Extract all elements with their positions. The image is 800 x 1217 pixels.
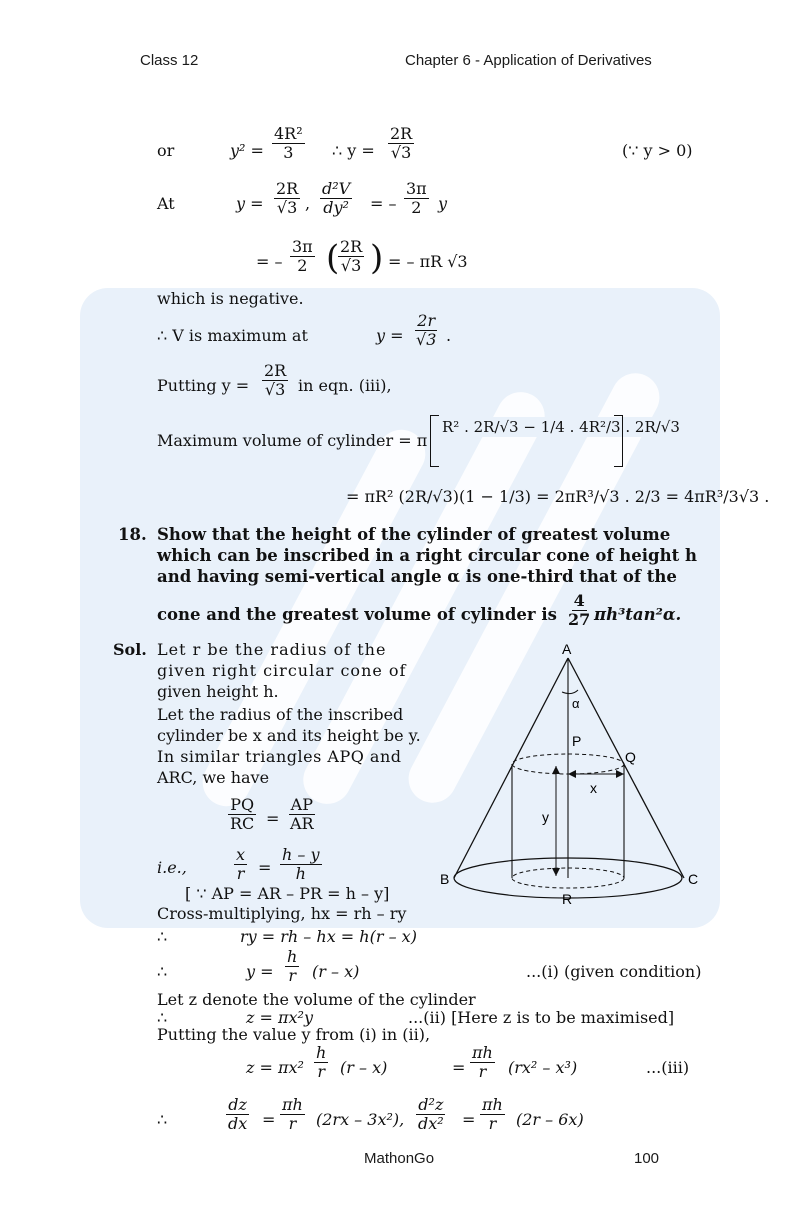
fraction-2r-root3: $\frac{2R}{√3}$ xyxy=(390,124,413,162)
y-eq-line: y = xyxy=(246,962,274,981)
question-line-4: cone and the greatest volume of cylinder is xyxy=(157,605,557,624)
therefore-4: ∴ xyxy=(157,1110,168,1129)
label-Q: Q xyxy=(625,749,636,765)
r-minus-x: (r – x) xyxy=(312,962,360,981)
z-definition: z = πx²y xyxy=(246,1008,313,1027)
page-number: 100 xyxy=(634,1150,660,1167)
fraction-3pi-2-b: $\frac{3\pi}{2}$ xyxy=(292,237,313,275)
fraction-d2z-dx2: $\frac{\text{d²z}}{\text{dx²}}$ xyxy=(418,1095,444,1133)
equals-sign-2: = xyxy=(258,858,272,877)
cross-multiplying: Cross-multiplying, hx = rh – ry xyxy=(157,904,407,923)
therefore-3: ∴ xyxy=(157,1008,168,1027)
equals-minus-2: = – xyxy=(256,252,283,271)
period: . xyxy=(446,326,452,345)
equals-sign-3: = xyxy=(452,1058,466,1077)
fraction-pih-r-2: $\frac{\pi h}{r}$ xyxy=(282,1095,303,1133)
bracket-left xyxy=(430,415,439,467)
chapter-title: Chapter 6 - Application of Derivatives xyxy=(405,52,652,69)
footer-brand: MathonGo xyxy=(364,1150,435,1167)
let-z-text: Let z denote the volume of the cylinder xyxy=(157,990,476,1009)
paren-close: ) xyxy=(370,238,384,278)
sol-text-3: given height h. xyxy=(157,682,279,701)
fraction-hy-h: $\frac{h - y}{h}$ xyxy=(282,845,320,883)
question-line-3: and having semi-vertical angle α is one-third that of the xyxy=(157,567,677,586)
therefore-2: ∴ xyxy=(157,962,168,981)
equals-minus: = – xyxy=(370,194,397,213)
y-arrow-top xyxy=(552,766,560,774)
bracket-content: R² . 2R/√3 − 1/4 . 4R²/3 . 2R/√3 xyxy=(442,418,680,436)
label-P: P xyxy=(572,733,582,749)
sol-label: Sol. xyxy=(113,640,147,659)
therefore-y: ∴ y = xyxy=(332,141,375,160)
final-result-line: = πR² (2R/√3)(1 − 1/3) = 2πR³/√3 . 2/3 = 4πR³/3√3 . xyxy=(346,487,770,506)
ie-label: i.e., xyxy=(157,858,187,877)
given-condition: ...(i) (given condition) xyxy=(526,962,702,981)
second-derivative: (2r – 6x) xyxy=(516,1110,584,1129)
sol-text-1: Let r be the radius of the xyxy=(157,640,387,659)
rx-term: (rx² – x³) xyxy=(508,1058,578,1077)
fraction-2r-root3-d: $\frac{2R}{√3}$ xyxy=(264,361,287,399)
z-equals: z = πx² xyxy=(246,1058,304,1077)
in-eqn-text: in eqn. (iii), xyxy=(298,376,392,395)
volume-expression: πh³tan²α. xyxy=(594,605,682,624)
class-label: Class 12 xyxy=(140,52,199,69)
putting-text: Putting y = xyxy=(157,376,250,395)
label-B: B xyxy=(440,871,450,887)
cone-left-edge xyxy=(454,658,568,878)
putting-value-text: Putting the value y from (i) in (ii), xyxy=(157,1025,431,1044)
paren-open: ( xyxy=(326,238,340,278)
fraction-pih-r: $\frac{\pi h}{r}$ xyxy=(472,1043,493,1081)
question-line-1: Show that the height of the cylinder of greatest volume xyxy=(157,525,671,544)
at-label: At xyxy=(157,194,175,213)
equals-sign-5: = xyxy=(462,1110,476,1129)
label-C: C xyxy=(688,871,699,887)
cone-diagram xyxy=(430,638,720,908)
fraction-h-r-2: $\frac{h}{r}$ xyxy=(316,1043,327,1081)
label-alpha: α xyxy=(572,696,580,711)
paren-r-minus-x: (r – x) xyxy=(340,1058,388,1077)
z-definition-note: ...(ii) [Here z is to be maximised] xyxy=(408,1008,675,1027)
equals-sign: = xyxy=(266,809,280,828)
y-arrow-bottom xyxy=(552,868,560,876)
max-volume-text: Maximum volume of cylinder = π xyxy=(157,431,428,450)
label-R: R xyxy=(562,891,573,907)
equals-sign-4: = xyxy=(262,1110,276,1129)
ap-note: [ ∵ AP = AR – PR = h – y] xyxy=(185,884,390,903)
fraction-ap-ar: $\frac{AP}{AR}$ xyxy=(290,795,314,833)
fraction-h-r: $\frac{h}{r}$ xyxy=(287,947,298,985)
y2-lhs: y² = xyxy=(230,141,264,160)
sol-text-7: ARC, we have xyxy=(157,768,270,787)
alpha-arc xyxy=(562,690,578,694)
fraction-3pi-2: $\frac{3\pi}{2}$ xyxy=(406,179,427,217)
cone-right-edge xyxy=(568,658,684,878)
y-equals-2: y = xyxy=(376,326,404,345)
y-equals: y = xyxy=(236,194,264,213)
question-line-2: which can be inscribed in a right circular cone of height h xyxy=(157,546,697,565)
comma: , xyxy=(305,194,311,213)
fraction-d2v-dy2: $\frac{\text{d²V}}{\text{dy²}}$ xyxy=(322,179,351,217)
sol-text-4: Let the radius of the inscribed xyxy=(157,705,404,724)
fraction-2r-root3-c: $\frac{2R}{√3}$ xyxy=(340,237,363,275)
x-arrow-left xyxy=(568,770,576,778)
question-number: 18. xyxy=(118,525,147,544)
sol-text-5: cylinder be x and its height be y. xyxy=(157,726,421,745)
fraction-4r2-3: $\frac{\text{4R²}}{3}$ xyxy=(274,124,303,162)
max-at-text: ∴ V is maximum at xyxy=(157,326,308,345)
first-derivative: (2rx – 3x²), xyxy=(316,1110,405,1129)
fraction-pq-rc: $\frac{PQ}{RC}$ xyxy=(230,795,255,833)
fraction-2r-small: $\frac{2r}{√3}$ xyxy=(416,311,437,349)
x-arrow-right xyxy=(616,770,624,778)
fraction-pih-r-3: $\frac{\pi h}{r}$ xyxy=(482,1095,503,1133)
eq-iii: ...(iii) xyxy=(646,1058,690,1077)
fraction-2r-root3-b: $\frac{2R}{√3}$ xyxy=(276,179,299,217)
or-label: or xyxy=(157,141,175,160)
negative-text: which is negative. xyxy=(157,289,304,308)
label-A: A xyxy=(562,641,572,657)
fraction-4-27: $\frac{4}{27}$ xyxy=(568,591,591,629)
y-variable: y xyxy=(438,194,448,213)
ry-line: ry = rh – hx = h(r – x) xyxy=(240,927,417,946)
sol-text-2: given right circular cone of xyxy=(157,661,407,680)
therefore-1: ∴ xyxy=(157,927,168,946)
result-pi-r-root3: = – πR √3 xyxy=(388,252,468,271)
bracket-right xyxy=(614,415,623,467)
fraction-x-r: $\frac{x}{r}$ xyxy=(236,845,246,883)
sol-text-6: In similar triangles APQ and xyxy=(157,747,402,766)
condition-note: (∵ y > 0) xyxy=(622,141,693,160)
fraction-dz-dx: $\frac{dz}{dx}$ xyxy=(228,1095,248,1133)
label-y: y xyxy=(542,809,549,825)
label-x: x xyxy=(590,780,597,796)
